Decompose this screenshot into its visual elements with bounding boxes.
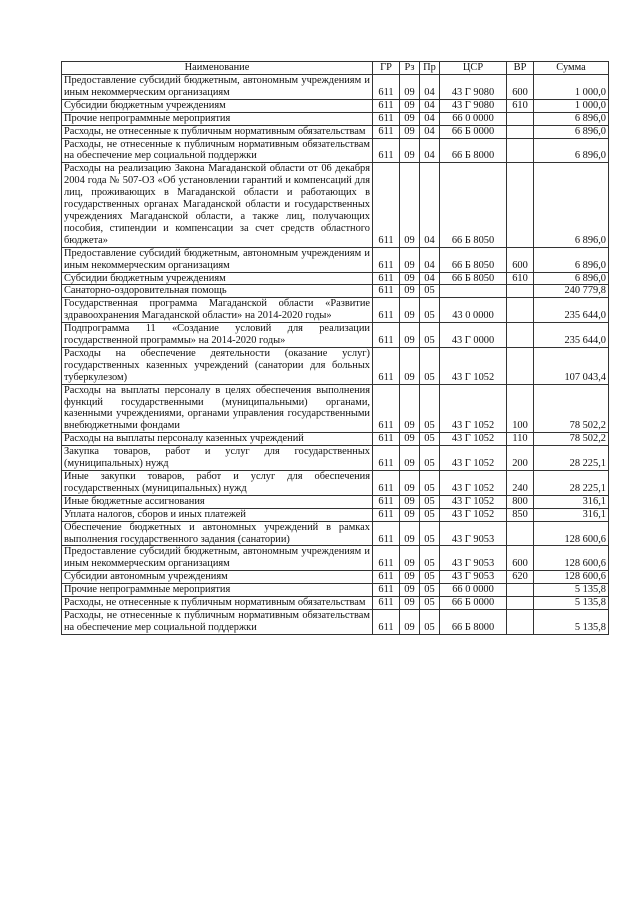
header-rz: Рз (400, 62, 420, 75)
cell-sum: 6 896,0 (534, 272, 609, 285)
cell-vr: 850 (507, 508, 534, 521)
cell-rz: 09 (400, 163, 420, 247)
cell-gr: 611 (373, 433, 400, 446)
table-row (62, 384, 609, 433)
table-row (62, 495, 609, 508)
cell-vr (507, 112, 534, 125)
cell-gr: 611 (373, 247, 400, 272)
header-vr: ВР (507, 62, 534, 75)
cell-name: Расходы, не отнесенные к публичным нормативным обязательствам (62, 125, 373, 138)
table-row (62, 597, 609, 610)
table-row (62, 571, 609, 584)
table-row (62, 546, 609, 571)
cell-gr: 611 (373, 99, 400, 112)
cell-gr: 611 (373, 75, 400, 100)
cell-name: Расходы на выплаты персоналу в целях обеспечения выполнения функций государственными (муниципальными) органами, казенными учреждениями, органами управления государственными внебюджетными фондами (62, 384, 373, 433)
table-row (62, 247, 609, 272)
cell-pr: 05 (420, 298, 440, 323)
cell-name: Расходы, не отнесенные к публичным нормативным обязательствам на обеспечение мер социальной поддержки (62, 138, 373, 163)
table-row (62, 138, 609, 163)
budget-table (61, 61, 609, 635)
cell-gr: 611 (373, 521, 400, 546)
cell-pr: 04 (420, 247, 440, 272)
cell-sum: 128 600,6 (534, 571, 609, 584)
cell-csr: 43 Г 1052 (440, 508, 507, 521)
cell-csr: 43 Г 9053 (440, 571, 507, 584)
cell-gr: 611 (373, 323, 400, 348)
cell-rz: 09 (400, 99, 420, 112)
cell-rz: 09 (400, 125, 420, 138)
cell-pr: 05 (420, 384, 440, 433)
cell-pr: 04 (420, 125, 440, 138)
cell-sum: 235 644,0 (534, 323, 609, 348)
cell-vr: 600 (507, 546, 534, 571)
cell-sum: 78 502,2 (534, 384, 609, 433)
cell-name: Расходы на выплаты персоналу казенных учреждений (62, 433, 373, 446)
cell-csr: 43 Г 1052 (440, 384, 507, 433)
cell-vr: 600 (507, 75, 534, 100)
cell-name: Предоставление субсидий бюджетным, автономным учреждениям и иным некоммерческим организациям (62, 75, 373, 100)
cell-name: Прочие непрограммные мероприятия (62, 112, 373, 125)
cell-pr: 05 (420, 471, 440, 496)
cell-rz: 09 (400, 609, 420, 634)
cell-gr: 611 (373, 138, 400, 163)
cell-vr: 200 (507, 446, 534, 471)
cell-csr: 43 Г 1052 (440, 446, 507, 471)
cell-vr (507, 584, 534, 597)
cell-rz: 09 (400, 508, 420, 521)
cell-rz: 09 (400, 384, 420, 433)
cell-pr: 04 (420, 163, 440, 247)
cell-sum: 235 644,0 (534, 298, 609, 323)
cell-pr: 05 (420, 495, 440, 508)
cell-gr: 611 (373, 384, 400, 433)
cell-gr: 611 (373, 508, 400, 521)
cell-rz: 09 (400, 272, 420, 285)
cell-sum: 6 896,0 (534, 125, 609, 138)
cell-rz: 09 (400, 433, 420, 446)
cell-pr: 05 (420, 571, 440, 584)
cell-vr: 610 (507, 99, 534, 112)
cell-csr: 66 Б 0000 (440, 597, 507, 610)
cell-pr: 05 (420, 597, 440, 610)
cell-name: Расходы на реализацию Закона Магаданской области от 06 декабря 2004 года № 507-ОЗ «Об установлении гарантий и компенсаций для лиц, проживающих в Магаданской области и работающих в государственных органах Магаданской области и государственных учреждениях Магаданской области, а также лиц, получающих пособия, стипендии и компенсации за счет средств областного бюджета» (62, 163, 373, 247)
cell-pr: 05 (420, 285, 440, 298)
table-row (62, 99, 609, 112)
table-row (62, 285, 609, 298)
cell-name: Субсидии бюджетным учреждениям (62, 272, 373, 285)
table-header-row (62, 62, 609, 75)
cell-sum: 6 896,0 (534, 138, 609, 163)
table-body (62, 75, 609, 635)
cell-sum: 128 600,6 (534, 521, 609, 546)
table-row (62, 125, 609, 138)
cell-sum: 240 779,8 (534, 285, 609, 298)
cell-csr: 66 Б 8050 (440, 163, 507, 247)
table-row (62, 521, 609, 546)
cell-vr: 240 (507, 471, 534, 496)
cell-name: Уплата налогов, сборов и иных платежей (62, 508, 373, 521)
cell-gr: 611 (373, 272, 400, 285)
cell-name: Закупка товаров, работ и услуг для государственных (муниципальных) нужд (62, 446, 373, 471)
cell-rz: 09 (400, 138, 420, 163)
table-row (62, 584, 609, 597)
cell-vr (507, 323, 534, 348)
cell-pr: 04 (420, 272, 440, 285)
table-row (62, 471, 609, 496)
cell-sum: 5 135,8 (534, 609, 609, 634)
table-row (62, 112, 609, 125)
cell-vr: 610 (507, 272, 534, 285)
cell-csr: 43 Г 1052 (440, 433, 507, 446)
table-row (62, 163, 609, 247)
cell-sum: 1 000,0 (534, 75, 609, 100)
cell-pr: 05 (420, 609, 440, 634)
cell-pr: 05 (420, 433, 440, 446)
cell-name: Предоставление субсидий бюджетным, автономным учреждениям и иным некоммерческим организациям (62, 546, 373, 571)
header-pr: Пр (420, 62, 440, 75)
cell-csr: 43 Г 1052 (440, 471, 507, 496)
cell-gr: 611 (373, 125, 400, 138)
cell-csr: 43 Г 1052 (440, 347, 507, 384)
cell-rz: 09 (400, 571, 420, 584)
cell-name: Расходы на обеспечение деятельности (оказание услуг) государственных казенных учреждений (санатории для больных туберкулезом) (62, 347, 373, 384)
cell-csr: 43 Г 9080 (440, 75, 507, 100)
cell-csr: 66 Б 8000 (440, 609, 507, 634)
cell-pr: 05 (420, 446, 440, 471)
cell-gr: 611 (373, 298, 400, 323)
table-row (62, 75, 609, 100)
cell-sum: 28 225,1 (534, 471, 609, 496)
cell-rz: 09 (400, 521, 420, 546)
cell-gr: 611 (373, 609, 400, 634)
table-row (62, 609, 609, 634)
cell-rz: 09 (400, 471, 420, 496)
cell-sum: 5 135,8 (534, 597, 609, 610)
header-csr: ЦСР (440, 62, 507, 75)
cell-vr (507, 285, 534, 298)
table-row (62, 323, 609, 348)
cell-pr: 04 (420, 138, 440, 163)
cell-vr: 100 (507, 384, 534, 433)
cell-csr: 43 Г 1052 (440, 495, 507, 508)
cell-sum: 6 896,0 (534, 112, 609, 125)
cell-name: Прочие непрограммные мероприятия (62, 584, 373, 597)
cell-sum: 316,1 (534, 495, 609, 508)
cell-csr: 66 0 0000 (440, 112, 507, 125)
cell-csr: 43 0 0000 (440, 298, 507, 323)
cell-rz: 09 (400, 285, 420, 298)
cell-csr: 66 Б 8050 (440, 272, 507, 285)
cell-rz: 09 (400, 446, 420, 471)
cell-sum: 6 896,0 (534, 247, 609, 272)
cell-pr: 05 (420, 584, 440, 597)
cell-name: Обеспечение бюджетных и автономных учреждений в рамках выполнения государственного задания (санатории) (62, 521, 373, 546)
cell-sum: 1 000,0 (534, 99, 609, 112)
header-gr: ГР (373, 62, 400, 75)
cell-gr: 611 (373, 163, 400, 247)
cell-sum: 28 225,1 (534, 446, 609, 471)
table-row (62, 446, 609, 471)
cell-sum: 78 502,2 (534, 433, 609, 446)
cell-sum: 128 600,6 (534, 546, 609, 571)
cell-pr: 05 (420, 521, 440, 546)
cell-pr: 05 (420, 347, 440, 384)
cell-name: Государственная программа Магаданской области «Развитие здравоохранения Магаданской области» на 2014-2020 годы» (62, 298, 373, 323)
cell-gr: 611 (373, 446, 400, 471)
cell-vr (507, 347, 534, 384)
cell-csr: 66 Б 8050 (440, 247, 507, 272)
cell-sum: 316,1 (534, 508, 609, 521)
cell-csr: 66 0 0000 (440, 584, 507, 597)
table-row (62, 272, 609, 285)
cell-sum: 107 043,4 (534, 347, 609, 384)
table-row (62, 508, 609, 521)
cell-vr: 620 (507, 571, 534, 584)
cell-name: Субсидии бюджетным учреждениям (62, 99, 373, 112)
cell-pr: 04 (420, 75, 440, 100)
table-row (62, 298, 609, 323)
cell-csr: 66 Б 8000 (440, 138, 507, 163)
cell-pr: 05 (420, 546, 440, 571)
cell-vr (507, 163, 534, 247)
cell-rz: 09 (400, 112, 420, 125)
cell-name: Санаторно-оздоровительная помощь (62, 285, 373, 298)
cell-pr: 05 (420, 323, 440, 348)
cell-rz: 09 (400, 584, 420, 597)
cell-name: Расходы, не отнесенные к публичным нормативным обязательствам (62, 597, 373, 610)
cell-csr: 43 Г 9080 (440, 99, 507, 112)
cell-vr: 600 (507, 247, 534, 272)
cell-gr: 611 (373, 584, 400, 597)
cell-pr: 04 (420, 112, 440, 125)
cell-rz: 09 (400, 75, 420, 100)
cell-rz: 09 (400, 597, 420, 610)
cell-gr: 611 (373, 347, 400, 384)
cell-vr (507, 138, 534, 163)
cell-gr: 611 (373, 285, 400, 298)
cell-vr: 800 (507, 495, 534, 508)
cell-pr: 04 (420, 99, 440, 112)
cell-vr (507, 521, 534, 546)
cell-vr (507, 609, 534, 634)
cell-rz: 09 (400, 323, 420, 348)
cell-gr: 611 (373, 597, 400, 610)
table-row (62, 347, 609, 384)
cell-gr: 611 (373, 546, 400, 571)
cell-rz: 09 (400, 298, 420, 323)
cell-gr: 611 (373, 571, 400, 584)
cell-name: Иные закупки товаров, работ и услуг для обеспечения государственных (муниципальных) нужд (62, 471, 373, 496)
cell-rz: 09 (400, 247, 420, 272)
cell-sum: 5 135,8 (534, 584, 609, 597)
cell-gr: 611 (373, 112, 400, 125)
cell-gr: 611 (373, 471, 400, 496)
cell-name: Субсидии автономным учреждениям (62, 571, 373, 584)
cell-csr (440, 285, 507, 298)
cell-gr: 611 (373, 495, 400, 508)
cell-pr: 05 (420, 508, 440, 521)
cell-vr (507, 298, 534, 323)
cell-csr: 43 Г 0000 (440, 323, 507, 348)
cell-vr (507, 125, 534, 138)
cell-name: Иные бюджетные ассигнования (62, 495, 373, 508)
cell-vr: 110 (507, 433, 534, 446)
cell-rz: 09 (400, 495, 420, 508)
cell-rz: 09 (400, 546, 420, 571)
cell-csr: 66 Б 0000 (440, 125, 507, 138)
cell-csr: 43 Г 9053 (440, 521, 507, 546)
cell-name: Предоставление субсидий бюджетным, автономным учреждениям и иным некоммерческим организациям (62, 247, 373, 272)
table-row (62, 433, 609, 446)
cell-name: Расходы, не отнесенные к публичным нормативным обязательствам на обеспечение мер социальной поддержки (62, 609, 373, 634)
cell-sum: 6 896,0 (534, 163, 609, 247)
cell-vr (507, 597, 534, 610)
cell-name: Подпрограмма 11 «Создание условий для реализации государственной программы» на 2014-2020 годы» (62, 323, 373, 348)
cell-rz: 09 (400, 347, 420, 384)
cell-csr: 43 Г 9053 (440, 546, 507, 571)
header-sum: Сумма (534, 62, 609, 75)
header-name: Наименование (62, 62, 373, 75)
